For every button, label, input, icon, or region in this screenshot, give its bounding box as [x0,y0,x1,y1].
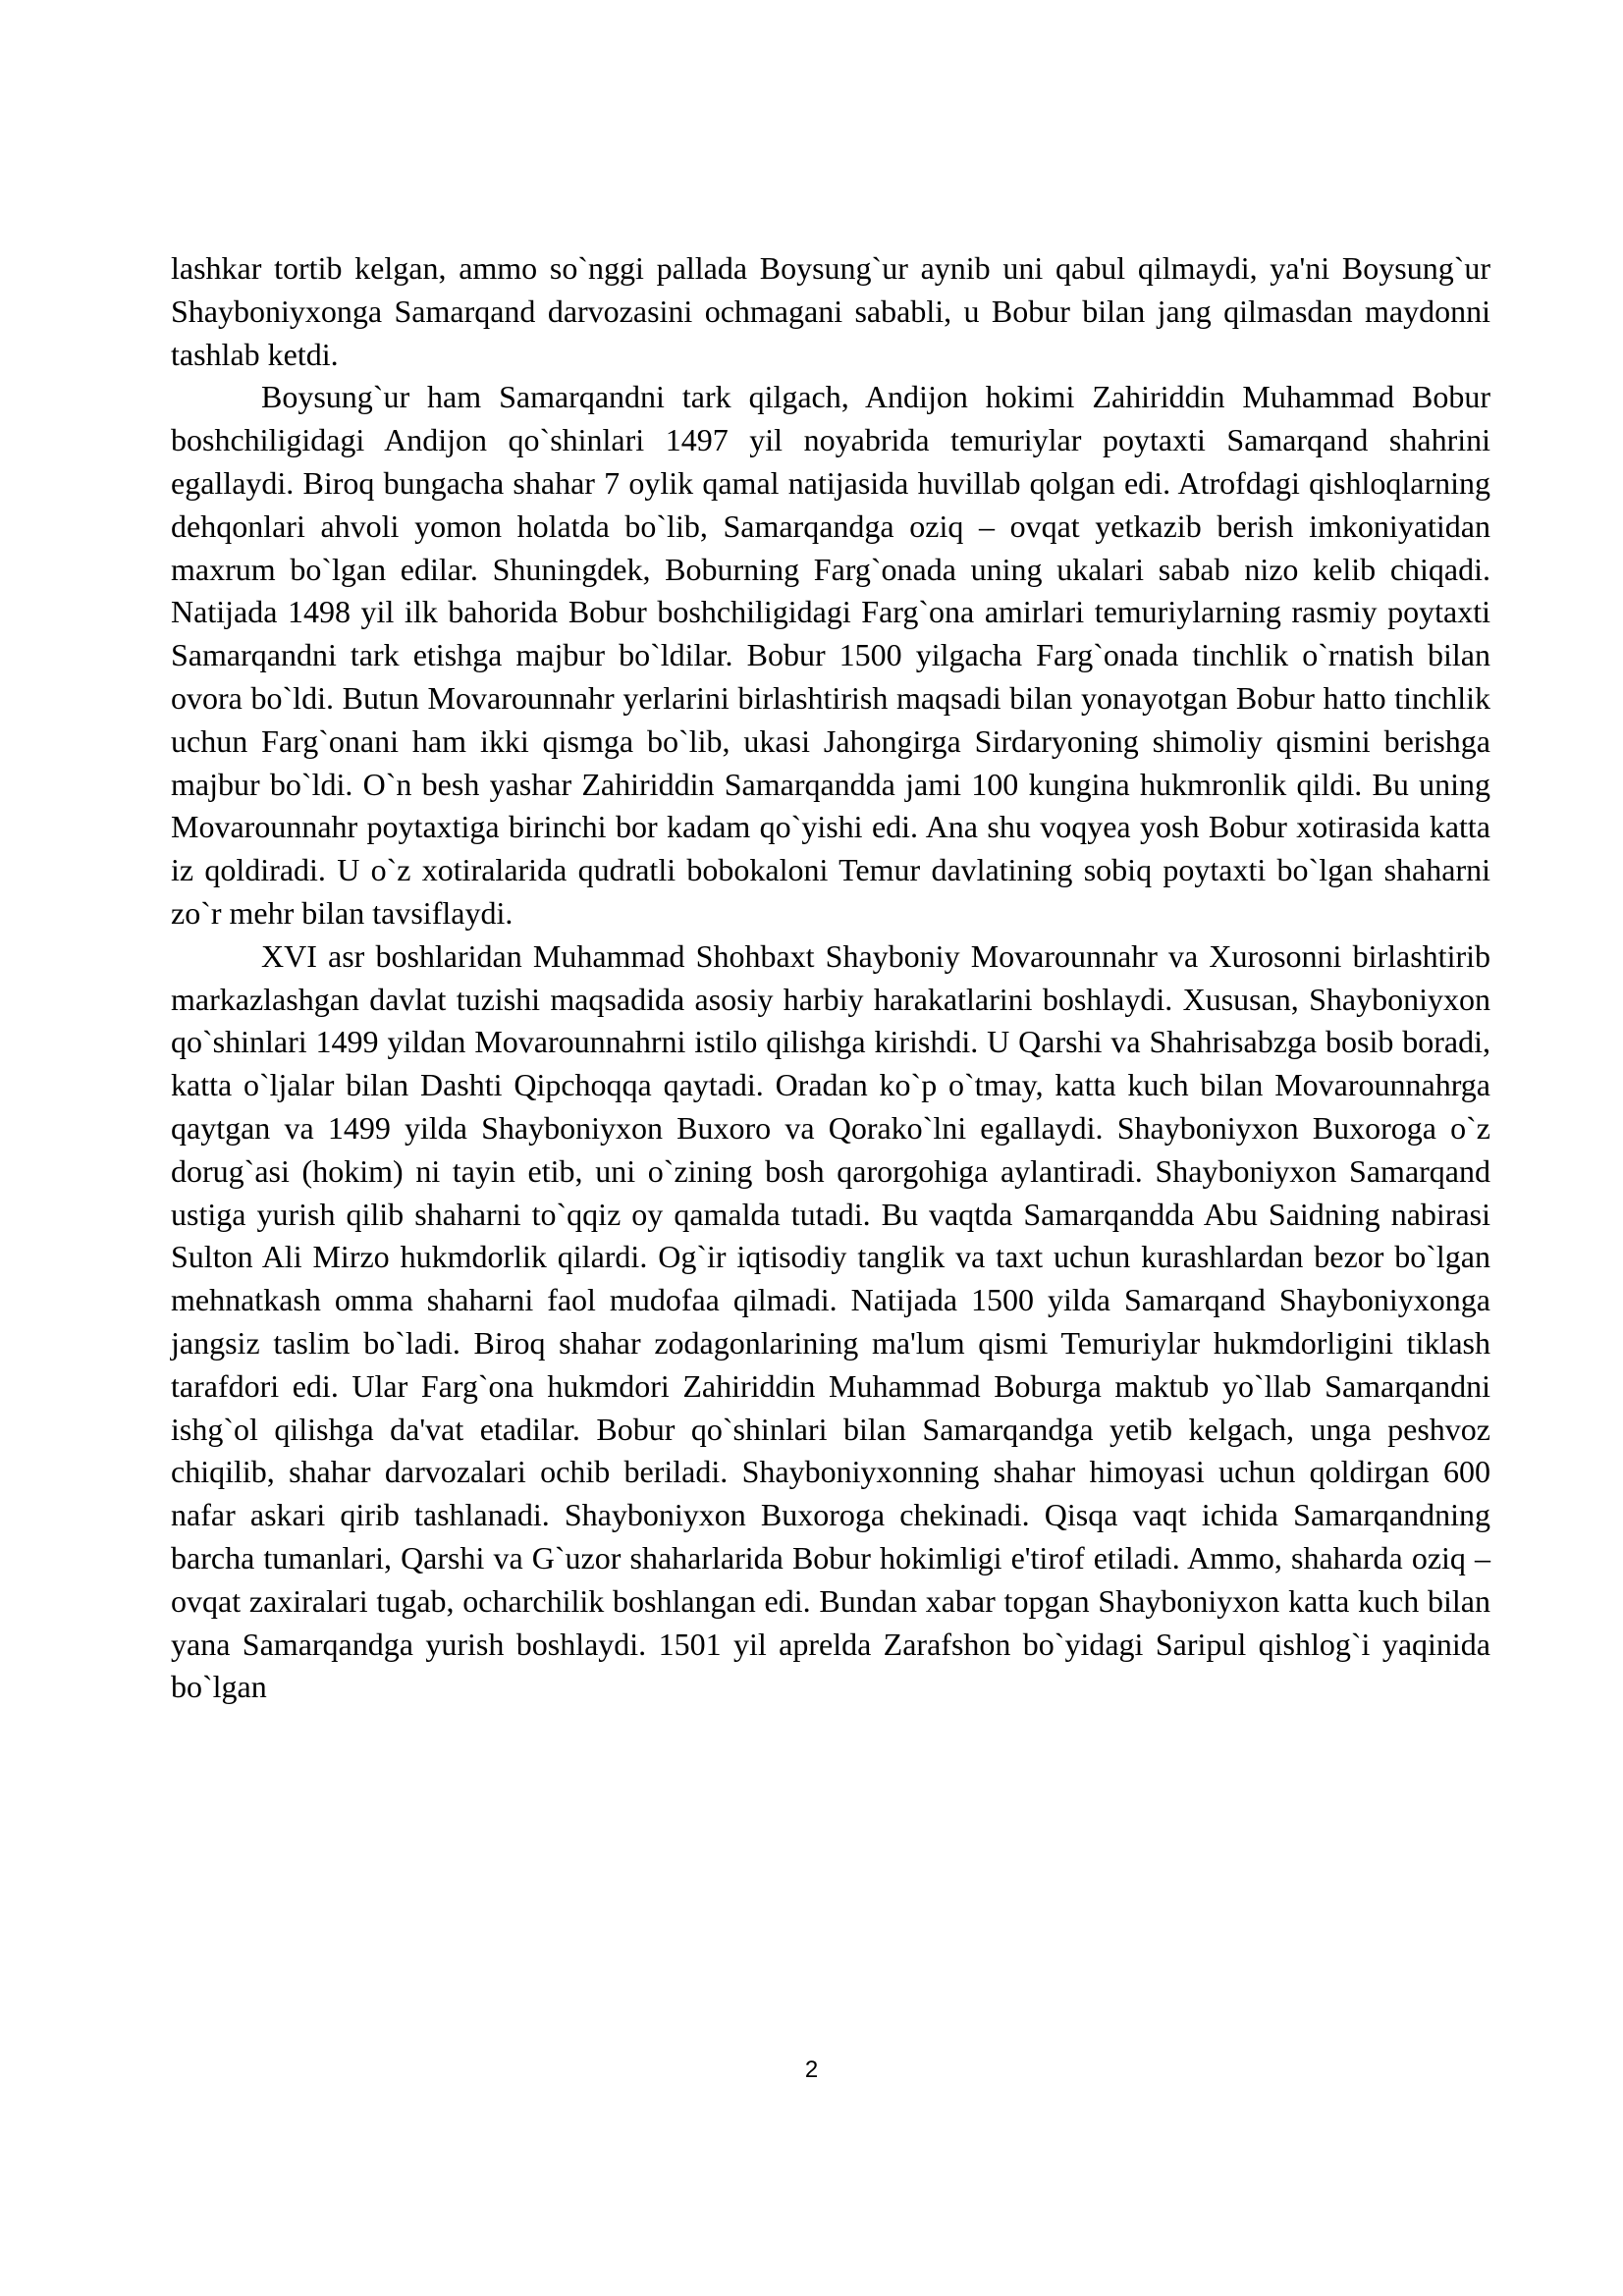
paragraph-continuation: lashkar tortib kelgan, ammo so`nggi pallada Boysung`ur aynib uni qabul qilmaydi, ya'ni Boysung`ur Shayboniyxonga Samarqand darvozasini ochmagani sababli, u Bobur bilan jang qilmasdan maydonni tashlab ketdi. [171,250,1490,372]
body-text [171,247,1490,1709]
paragraph-bobur-samarqand: Boysung`ur ham Samarqandni tark qilgach, Andijon hokimi Zahiriddin Muhammad Bobur boshchiligidagi Andijon qo`shinlari 1497 yil noyabrida temuriylar poytaxti Samarqand shahrini egallaydi. Biroq bungacha shahar 7 oylik qamal natijasida huvillab qolgan edi. Atrofdagi qishloqlarning dehqonlari ahvoli yomon holatda bo`lib, Samarqandga oziq – ovqat yetkazib berish imkoniyatidan maxrum bo`lgan edilar. Shuningdek, Boburning Farg`onada uning ukalari sabab nizo kelib chiqadi. Natijada 1498 yil ilk bahorida Bobur boshchiligidagi Farg`ona amirlari temuriylarning rasmiy poytaxti Samarqandni tark etishga majbur bo`ldilar. Bobur 1500 yilgacha Farg`onada tinchlik o`rnatish bilan ovora bo`ldi. Butun Movarounnahr yerlarini birlashtirish maqsadi bilan yonayotgan Bobur hatto tinchlik uchun Farg`onani ham ikki qismga bo`lib, ukasi Jahongirga Sirdaryoning shimoliy qismini berishga majbur bo`ldi. O`n besh yashar Zahiriddin Samarqandda jami 100 kungina hukmronlik qildi. Bu uning Movarounnahr poytaxtiga birinchi bor kadam qo`yishi edi. Ana shu voqyea yosh Bobur xotirasida katta iz qoldiradi. U o`z xotiralarida qudratli bobokaloni Temur davlatining sobiq poytaxti bo`lgan shaharni zo`r mehr bilan tavsiflaydi. [171,379,1490,931]
paragraph-shayboniy-campaigns: XVI asr boshlaridan Muhammad Shohbaxt Shayboniy Movarounnahr va Xurosonni birlashtirib markazlashgan davlat tuzishi maqsadida asosiy harbiy harakatlarini boshlaydi. Xususan, Shayboniyxon qo`shinlari 1499 yildan Movarounnahrni istilo qilishga kirishdi. U Qarshi va Shahrisabzga bosib boradi, katta o`ljalar bilan Dashti Qipchoqqa qaytadi. Oradan ko`p o`tmay, katta kuch bilan Movarounnahrga qaytgan va 1499 yilda Shayboniyxon Buxoro va Qorako`lni egallaydi. Shayboniyxon Buxoroga o`z dorug`asi (hokim) ni tayin etib, uni o`zining bosh qarorgohiga aylantiradi. Shayboniyxon Samarqand ustiga yurish qilib shaharni to`qqiz oy qamalda tutadi. Bu vaqtda Samarqandda Abu Saidning nabirasi Sulton Ali Mirzo hukmdorlik qilardi. Og`ir iqtisodiy tanglik va taxt uchun kurashlardan bezor bo`lgan mehnatkash omma shaharni faol mudofaa qilmadi. Natijada 1500 yilda Samarqand Shayboniyxonga jangsiz taslim bo`ladi. Biroq shahar zodagonlarining ma'lum qismi Temuriylar hukmdorligini tiklash tarafdori edi. Ular Farg`ona hukmdori Zahiriddin Muhammad Boburga maktub yo`llab Samarqandni ishg`ol qilishga da'vat etadilar. Bobur qo`shinlari bilan Samarqandga yetib kelgach, unga peshvoz chiqilib, shahar darvozalari ochib beriladi. Shayboniyxonning shahar himoyasi uchun qoldirgan 600 nafar askari qirib tashlanadi. Shayboniyxon Buxoroga chekinadi. Qisqa vaqt ichida Samarqandning barcha tumanlari, Qarshi va G`uzor shaharlarida Bobur hokimligi e'tirof etiladi. Ammo, shaharda oziq – ovqat zaxiralari tugab, ocharchilik boshlangan edi. Bundan xabar topgan Shayboniyxon katta kuch bilan yana Samarqandga yurish boshlaydi. 1501 yil aprelda Zarafshon bo`yidagi Saripul qishlog`i yaqinida bo`lgan [171,937,1490,1705]
page-number: 2 [804,2056,819,2083]
